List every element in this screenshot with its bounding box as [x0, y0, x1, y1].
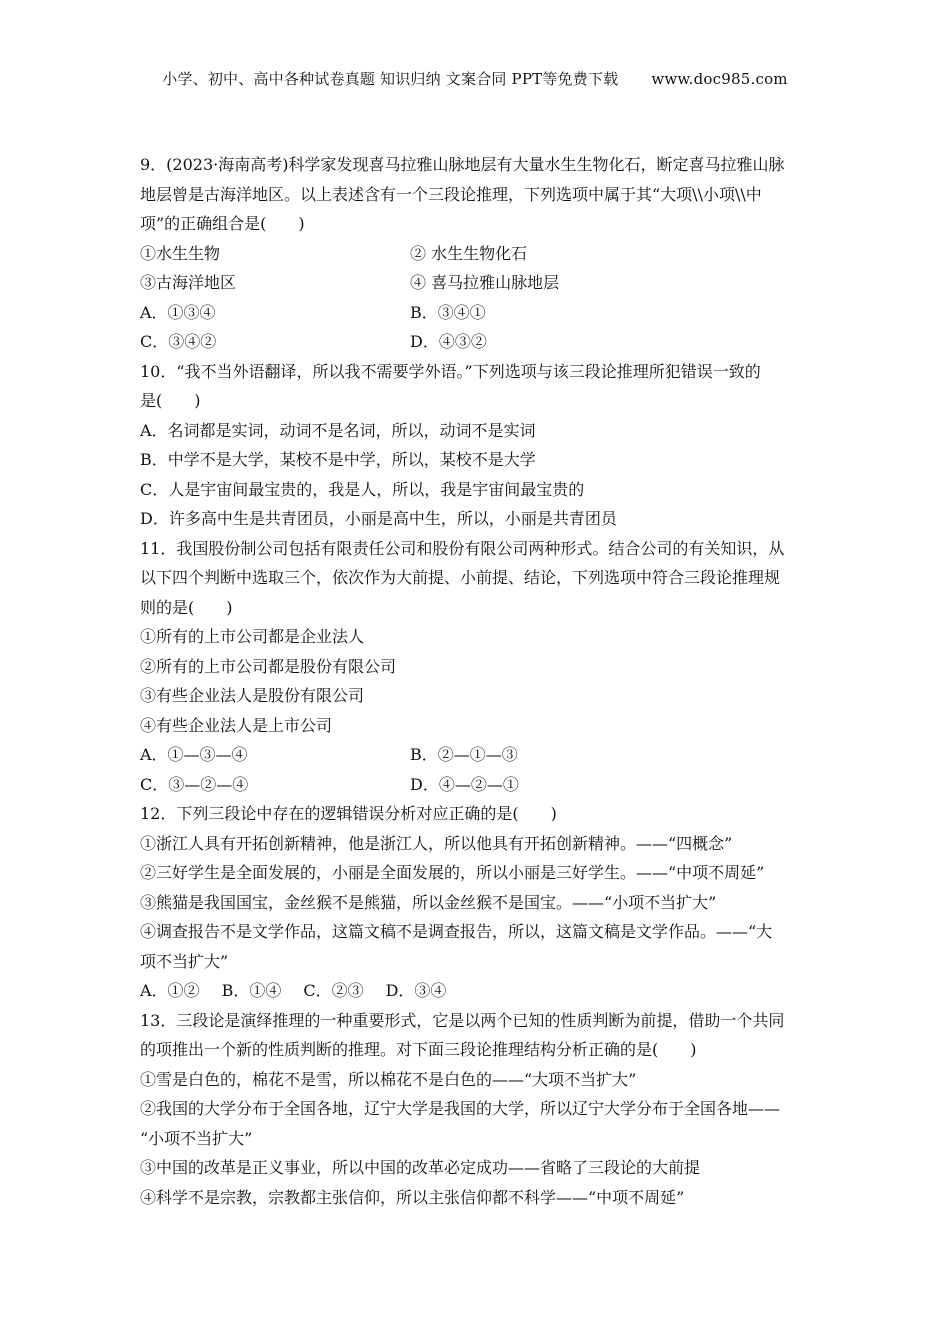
option-a: A．①—③—④	[140, 745, 248, 764]
document-body	[140, 150, 812, 1212]
option-a: A．①②	[140, 981, 200, 1000]
item: ①水生生物	[140, 243, 221, 263]
question-12	[140, 799, 812, 1006]
item: ①所有的上市公司都是企业法人	[140, 627, 365, 646]
option-a: A．名词都是实词，动词不是名词，所以，动词不是实词	[140, 420, 536, 440]
item: ④有些企业法人是上市公司	[140, 715, 333, 735]
item: ④科学不是宗教，宗教都主张信仰，所以主张信仰都不科学——“中项不周延”	[140, 1187, 685, 1207]
question-stem: 则的是( )	[140, 597, 233, 617]
option-row	[140, 976, 812, 1006]
question-stem: 的项推出一个新的性质判断的推理。对下面三段论推理结构分析正确的是( )	[140, 1040, 697, 1059]
question-stem: 10．“我不当外语翻译，所以我不需要学外语。”下列选项与该三段论推理所犯错误一致的	[140, 361, 761, 381]
item: ③有些企业法人是股份有限公司	[140, 686, 365, 705]
header-text: 小学、初中、高中各种试卷真题 知识归纳 文案合同 PPT等免费下载	[162, 70, 619, 88]
option-a: A．①③④	[140, 302, 216, 322]
item: “小项不当扩大”	[140, 1128, 253, 1148]
page-header	[0, 68, 950, 89]
option-row	[140, 770, 812, 800]
option-b: B．中学不是大学，某校不是中学，所以，某校不是大学	[140, 450, 536, 469]
option-c: C．③④②	[140, 332, 217, 351]
item: ④ 喜马拉雅山脉地层	[410, 273, 560, 292]
question-stem: 12．下列三段论中存在的逻辑错误分析对应正确的是( )	[140, 804, 557, 823]
option-d: D．许多高中生是共青团员，小丽是高中生，所以，小丽是共青团员	[140, 509, 617, 528]
question-9	[140, 150, 812, 357]
item: ①浙江人具有开拓创新精神，他是浙江人，所以他具有开拓创新精神。——“四概念”	[140, 833, 733, 853]
question-stem: 是( )	[140, 391, 201, 410]
question-stem: 9．(2023·海南高考)科学家发现喜马拉雅山脉地层有大量水生生物化石，断定喜马拉雅山脉	[140, 155, 785, 174]
item: ③古海洋地区	[140, 273, 237, 292]
item: 项不当扩大”	[140, 951, 229, 971]
option-b: B．③④①	[410, 302, 486, 322]
question-stem: 13．三段论是演绎推理的一种重要形式，它是以两个已知的性质判断为前提，借助一个共同	[140, 1010, 785, 1030]
option-d: D．④③②	[410, 332, 487, 351]
question-11	[140, 534, 812, 800]
option-c: C．②③	[303, 981, 364, 1000]
item: ②所有的上市公司都是股份有限公司	[140, 656, 397, 676]
item: ①雪是白色的，棉花不是雪，所以棉花不是白色的——“大项不当扩大”	[140, 1069, 637, 1089]
question-stem: 11．我国股份制公司包括有限责任公司和股份有限公司两种形式。结合公司的有关知识，从	[140, 538, 785, 558]
option-row	[140, 327, 812, 357]
item-row	[140, 268, 812, 298]
question-13	[140, 1006, 812, 1213]
question-stem: 项”的正确组合是( )	[140, 214, 305, 233]
option-d: D．④—②—①	[410, 774, 519, 794]
item-row	[140, 239, 812, 269]
item: ④调查报告不是文学作品，这篇文稿不是调查报告，所以，这篇文稿是文学作品。——“大	[140, 922, 773, 941]
header-site[interactable]: www.doc985.com	[651, 70, 788, 88]
question-stem: 地层曾是古海洋地区。以上表述含有一个三段论推理，下列选项中属于其“大项\\小项\\中	[140, 184, 762, 204]
option-b: B．①④	[221, 981, 282, 1000]
item: ③中国的改革是正义事业，所以中国的改革必定成功——省略了三段论的大前提	[140, 1158, 701, 1177]
item: ②三好学生是全面发展的，小丽是全面发展的，所以小丽是三好学生。——“中项不周延”	[140, 863, 765, 882]
question-stem: 以下四个判断中选取三个，依次作为大前提、小前提、结论，下列选项中符合三段论推理规	[140, 568, 781, 587]
item: ③熊猫是我国国宝，金丝猴不是熊猫，所以金丝猴不是国宝。——“小项不当扩大”	[140, 892, 717, 912]
option-c: C．③—②—④	[140, 774, 249, 794]
option-d: D．③④	[385, 981, 447, 1000]
option-row	[140, 740, 812, 770]
item: ② 水生生物化石	[410, 243, 528, 263]
question-10	[140, 357, 812, 534]
option-row	[140, 298, 812, 328]
option-b: B．②—①—③	[410, 745, 518, 764]
item: ②我国的大学分布于全国各地，辽宁大学是我国的大学，所以辽宁大学分布于全国各地——	[140, 1099, 781, 1118]
option-c: C．人是宇宙间最宝贵的，我是人，所以，我是宇宙间最宝贵的	[140, 479, 585, 499]
